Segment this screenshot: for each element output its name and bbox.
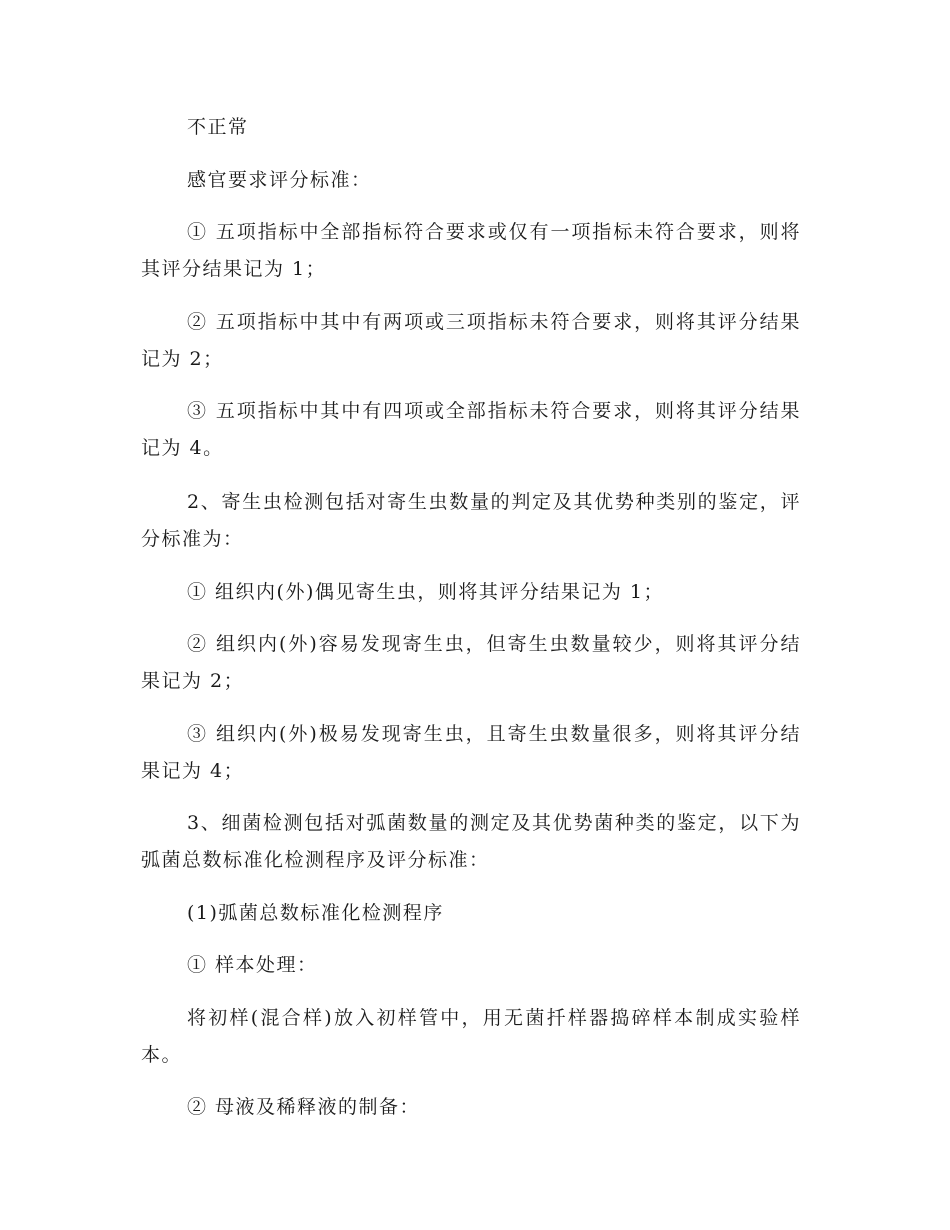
paragraph-bacteria-heading: 3、细菌检测包括对弧菌数量的测定及其优势菌种类的鉴定，以下为弧菌总数标准化检测程序及评分标准：: [141, 812, 801, 871]
paragraph-parasite-item-2: ② 组织内(外)容易发现寄生虫，但寄生虫数量较少，则将其评分结果记为 2；: [141, 633, 801, 692]
paragraph-sensory-heading: 感官要求评分标准：: [187, 169, 372, 191]
paragraph-abnormal: 不正常: [187, 116, 249, 138]
paragraph-mother-liquor-title: ② 母液及稀释液的制备：: [187, 1096, 421, 1118]
paragraph-sensory-item-3: ③ 五项指标中其中有四项或全部指标未符合要求，则将其评分结果记为 4。: [141, 400, 801, 459]
paragraph-sample-processing-body: 将初样(混合样)放入初样管中，用无菌扦样器捣碎样本制成实验样本。: [141, 1007, 801, 1066]
paragraph-vibrio-procedure-title: (1)弧菌总数标准化检测程序: [187, 902, 444, 924]
paragraph-parasite-item-3: ③ 组织内(外)极易发现寄生虫，且寄生虫数量很多，则将其评分结果记为 4；: [141, 723, 801, 782]
paragraph-parasite-item-1: ① 组织内(外)偶见寄生虫，则将其评分结果记为 1；: [187, 581, 664, 603]
paragraph-sensory-item-2: ② 五项指标中其中有两项或三项指标未符合要求，则将其评分结果记为 2；: [141, 311, 801, 370]
paragraph-sample-processing-title: ① 样本处理：: [187, 954, 318, 976]
paragraph-sensory-item-1: ① 五项指标中全部指标符合要求或仅有一项指标未符合要求，则将其评分结果记为 1；: [141, 221, 801, 280]
paragraph-parasite-heading: 2、寄生虫检测包括对寄生虫数量的判定及其优势种类别的鉴定，评分标准为：: [141, 491, 801, 550]
